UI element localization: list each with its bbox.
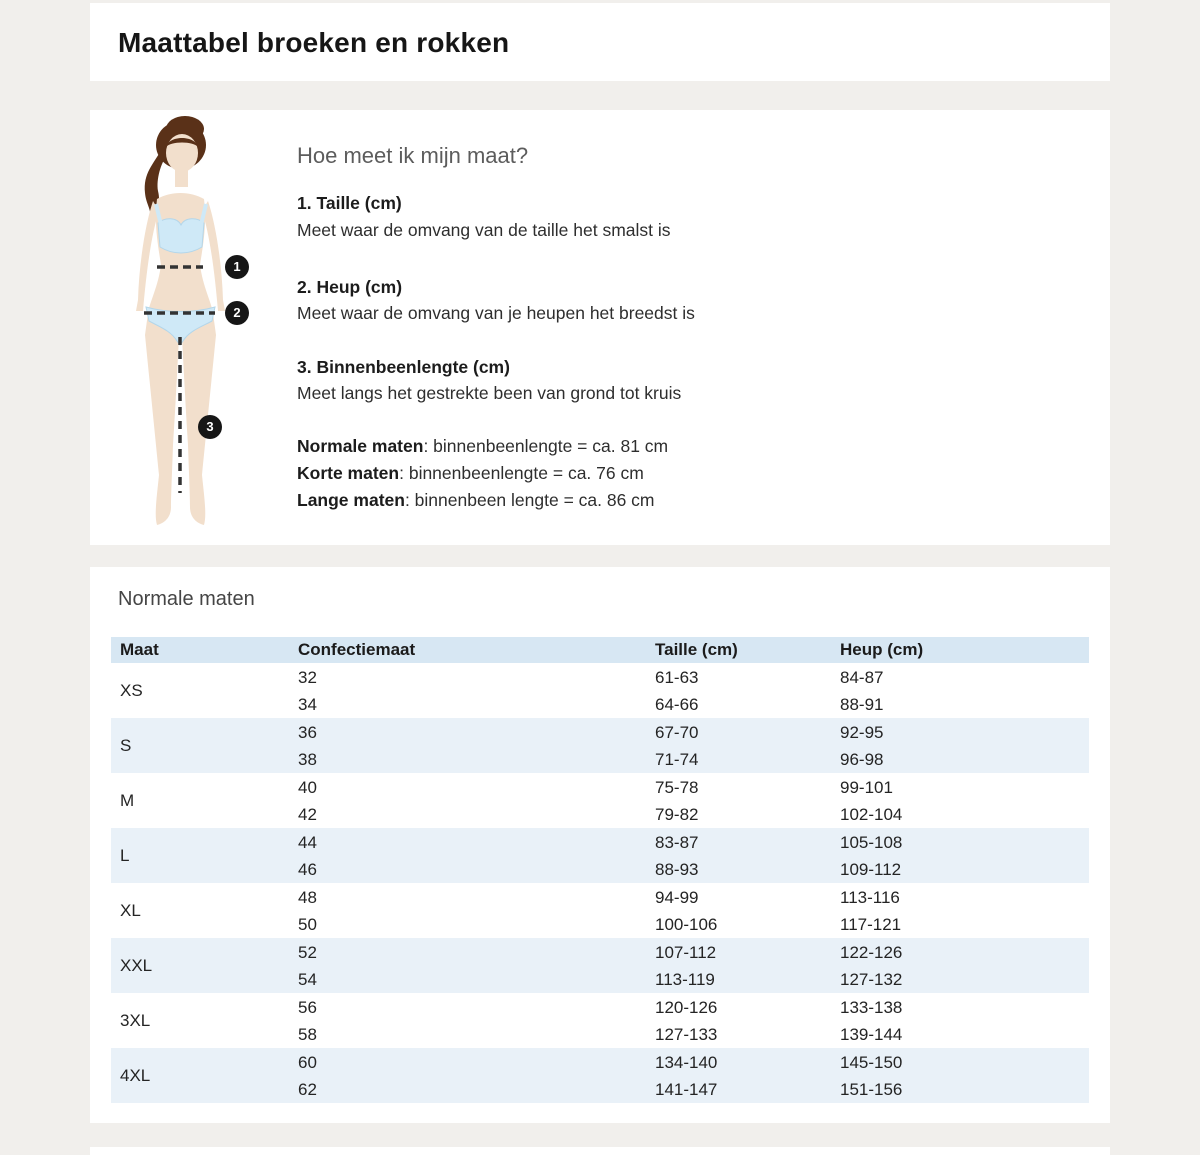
cell-heup: 96-98 [840, 750, 884, 769]
table-group-3xl [111, 993, 1089, 1048]
cell-heup: 92-95 [840, 723, 884, 742]
cell-heup: 122-126 [840, 943, 903, 962]
cell-taille: 88-93 [655, 860, 699, 879]
cell-heup: 127-132 [840, 970, 903, 989]
left-leg [145, 313, 179, 525]
cell-confectiemaat: 40 [298, 778, 317, 797]
cell-confectiemaat: 48 [298, 888, 317, 907]
table-group-xs [111, 663, 1089, 718]
length-korte-maten: Korte maten: binnenbeenlengte = ca. 76 cm [297, 463, 644, 483]
cell-heup: 105-108 [840, 833, 903, 852]
step-taille-text: Meet waar de omvang van de taille het smalst is [297, 220, 671, 240]
marker-2-badge: 2 [225, 301, 249, 325]
table-group-s [111, 718, 1089, 773]
maat-label: L [120, 846, 130, 865]
table-header-row [111, 637, 1089, 663]
step-taille-title: 1. Taille (cm) [297, 193, 402, 213]
maat-label: S [120, 736, 132, 755]
step-binnenbeen-text: Meet langs het gestrekte been van grond tot kruis [297, 383, 682, 403]
cell-confectiemaat: 36 [298, 723, 317, 742]
cell-heup: 84-87 [840, 668, 884, 687]
size-table [111, 637, 1089, 1103]
table-group-xl [111, 883, 1089, 938]
body-figure-illustration [105, 115, 255, 540]
length-lange-maten: Lange maten: binnenbeen lengte = ca. 86 cm [297, 490, 655, 510]
maat-label: 4XL [120, 1066, 151, 1085]
cell-heup: 133-138 [840, 998, 903, 1017]
header-confectiemaat: Confectiemaat [298, 640, 416, 659]
marker-3-badge: 3 [198, 415, 222, 439]
cell-confectiemaat: 56 [298, 998, 317, 1017]
maat-label: XXL [120, 956, 153, 975]
cell-taille: 113-119 [655, 970, 715, 989]
cell-confectiemaat: 60 [298, 1053, 317, 1072]
cell-taille: 100-106 [655, 915, 718, 934]
cell-heup: 139-144 [840, 1025, 903, 1044]
cell-confectiemaat: 50 [298, 915, 317, 934]
header-maat: Maat [120, 640, 159, 659]
cell-taille: 83-87 [655, 833, 699, 852]
step-heup-title: 2. Heup (cm) [297, 277, 403, 297]
cell-heup: 117-121 [840, 915, 902, 934]
size-table-card [90, 567, 1110, 1123]
cell-taille: 107-112 [655, 943, 717, 962]
title-card [90, 3, 1110, 81]
marker-1-badge: 1 [225, 255, 249, 279]
cell-confectiemaat: 52 [298, 943, 317, 962]
cell-confectiemaat: 34 [298, 695, 317, 714]
maat-label: XS [120, 681, 143, 700]
next-card-edge [90, 1147, 1110, 1155]
cell-taille: 134-140 [655, 1053, 718, 1072]
cell-confectiemaat: 62 [298, 1080, 317, 1099]
length-normale-maten: Normale maten: binnenbeenlengte = ca. 81 cm [297, 436, 669, 456]
cell-confectiemaat: 42 [298, 805, 317, 824]
table-group-xxl [111, 938, 1089, 993]
table-group-m [111, 773, 1089, 828]
page-title: Maattabel broeken en rokken [118, 27, 510, 58]
cell-taille: 67-70 [655, 723, 699, 742]
cell-heup: 151-156 [840, 1080, 903, 1099]
step-binnenbeen-title: 3. Binnenbeenlengte (cm) [297, 357, 510, 377]
maat-label: M [120, 791, 135, 810]
step-heup-text: Meet waar de omvang van je heupen het breedst is [297, 303, 695, 323]
measuring-guide-card [90, 110, 1110, 545]
cell-confectiemaat: 54 [298, 970, 317, 989]
section-title: Normale maten [118, 588, 255, 610]
cell-taille: 94-99 [655, 888, 699, 907]
maat-label: XL [120, 901, 141, 920]
cell-heup: 113-116 [840, 888, 900, 907]
cell-taille: 64-66 [655, 695, 699, 714]
cell-taille: 75-78 [655, 778, 699, 797]
guide-heading: Hoe meet ik mijn maat? [297, 143, 529, 168]
cell-confectiemaat: 32 [298, 668, 317, 687]
cell-heup: 145-150 [840, 1053, 903, 1072]
cell-taille: 120-126 [655, 998, 718, 1017]
cell-heup: 99-101 [840, 778, 893, 797]
cell-taille: 141-147 [655, 1080, 718, 1099]
cell-heup: 88-91 [840, 695, 884, 714]
cell-confectiemaat: 44 [298, 833, 317, 852]
cell-taille: 79-82 [655, 805, 699, 824]
cell-taille: 71-74 [655, 750, 699, 769]
cell-heup: 102-104 [840, 805, 903, 824]
cell-confectiemaat: 46 [298, 860, 317, 879]
table-group-4xl [111, 1048, 1089, 1103]
cell-confectiemaat: 38 [298, 750, 317, 769]
header-heup: Heup (cm) [840, 640, 924, 659]
maat-label: 3XL [120, 1011, 151, 1030]
cell-heup: 109-112 [840, 860, 902, 879]
cell-confectiemaat: 58 [298, 1025, 317, 1044]
header-taille: Taille (cm) [655, 640, 738, 659]
cell-taille: 61-63 [655, 668, 699, 687]
cell-taille: 127-133 [655, 1025, 718, 1044]
table-group-l [111, 828, 1089, 883]
